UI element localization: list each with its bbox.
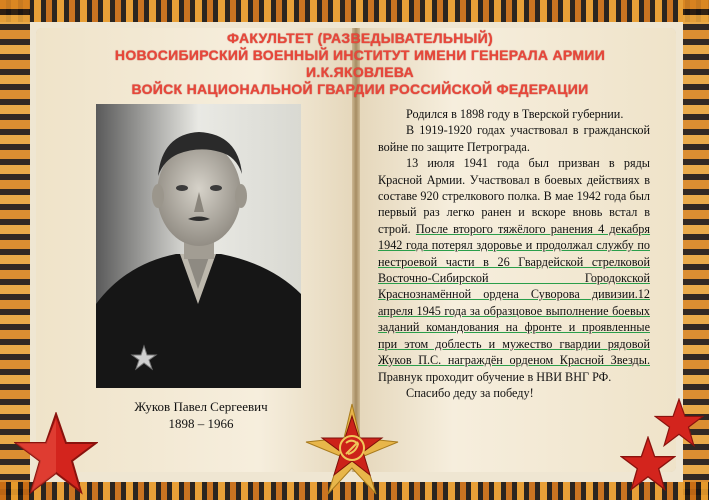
red-star-icon-right-bottom: [620, 436, 676, 492]
header-institute: НОВОСИБИРСКИЙ ВОЕННЫЙ ИНСТИТУТ ИМЕНИ ГЕНЕРАЛА АРМИИ И.К.ЯКОВЛЕВА: [114, 47, 606, 80]
portrait-caption: [96, 398, 306, 432]
order-emblem-icon: [304, 402, 400, 498]
caption-years: 1898 – 1966: [168, 416, 234, 431]
portrait-photo: [96, 104, 301, 388]
biography-text: [378, 106, 650, 401]
caption-name: Жуков Павел Сергеевич: [134, 399, 268, 414]
bio-paragraph-birth: Родился в 1898 году в Тверской губернии.: [406, 107, 624, 121]
bio-great-grandson: Правнук проходит обучение в НВИ ВНГ РФ.: [378, 369, 612, 384]
institute-header: [100, 30, 620, 98]
bio-service-wound-award: После второго тяжёлого ранения 4 декабря 1942 года потерял здоровье и продолжал службу по нестроевой части в 26 Гвардейской стрелковой Восточно-Сибирской Городокской Краснознамённой ордена Суворова дивизии.12 апреля 1945 года за образцовое выполнение боевых заданий командования на фронте и проявленные при этом доблесть и мужество гвардии рядовой Жуков П.С. награждён орденом Красной Звезды.: [378, 221, 651, 368]
header-faculty: ФАКУЛЬТЕТ (РАЗВЕДЫВАТЕЛЬНЫЙ): [227, 30, 493, 46]
header-troops: ВОЙСК НАЦИОНАЛЬНОЙ ГВАРДИИ РОССИЙСКОЙ ФЕДЕРАЦИИ: [131, 81, 589, 97]
bio-paragraph-civil-war: В 1919-1920 годах участвовал в гражданской войне по защите Петрограда.: [378, 123, 650, 154]
bio-paragraph-ww2: [378, 155, 650, 385]
st-george-ribbon-top: [0, 0, 709, 22]
red-star-icon-left: [14, 412, 98, 496]
bio-service-start: 13 июля 1941 года был призван в ряды Красной Армии. Участвовал в боевых действиях в составе 920 стрелкового полка. В мае 1942 года был первый раз легко ранен и вскоре вновь встал в строй.: [378, 156, 650, 236]
bio-paragraph-thanks: Спасибо деду за победу!: [406, 385, 534, 400]
